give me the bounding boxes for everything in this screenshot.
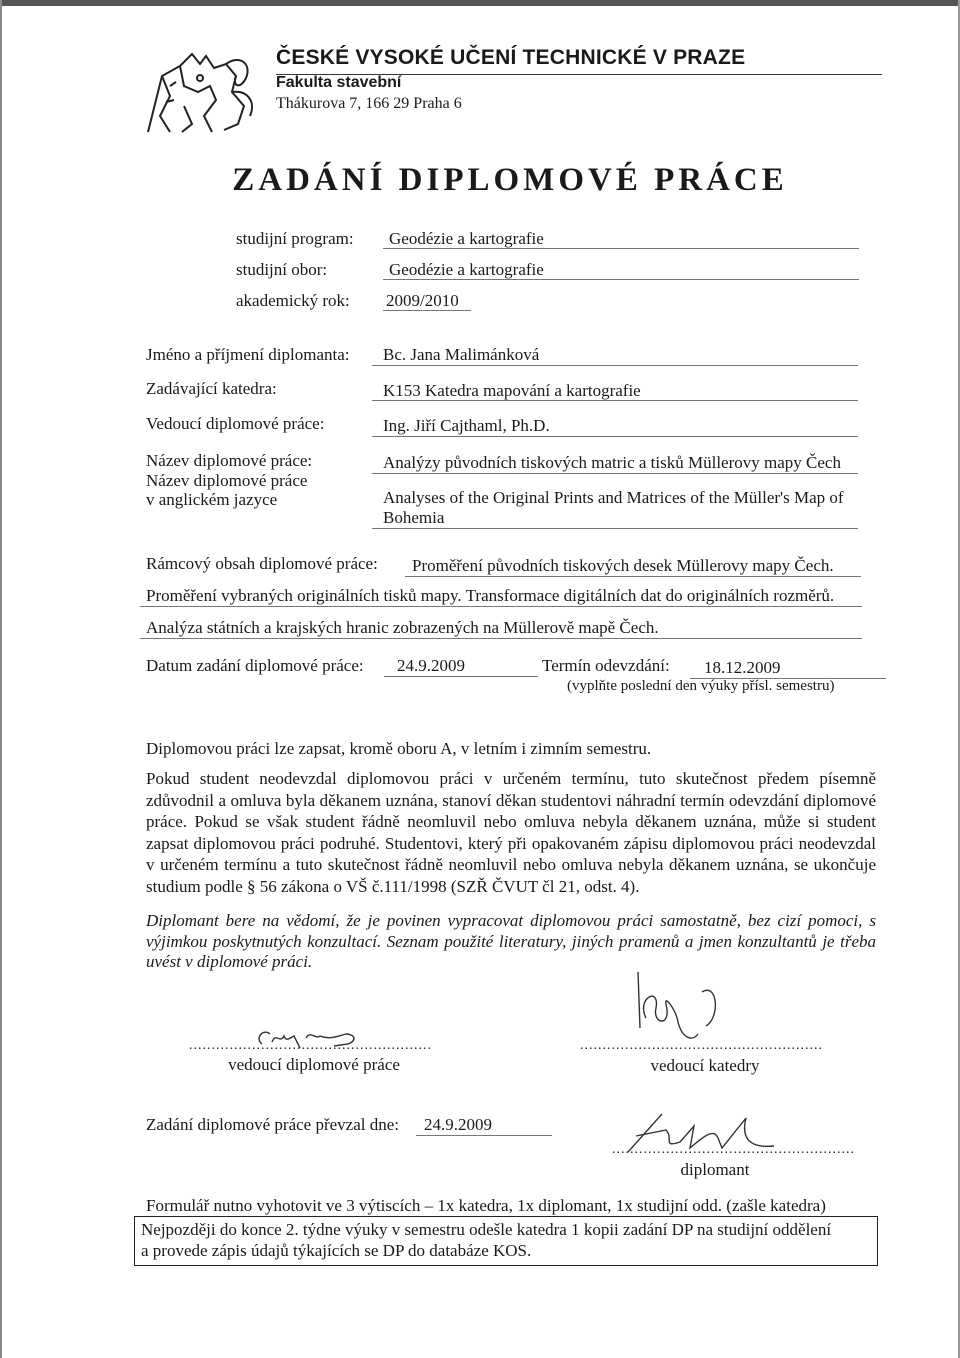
assigned-date-underline xyxy=(384,676,538,677)
university-lion-logo xyxy=(140,46,260,136)
student-signature-caption: diplomant xyxy=(680,1160,750,1179)
thesis-title-underline xyxy=(372,473,858,474)
year-label: akademický rok: xyxy=(236,291,350,310)
scope-underline-2 xyxy=(140,606,862,607)
department-value: K153 Katedra mapování a kartografie xyxy=(383,381,641,400)
deadline-value: 18.12.2009 xyxy=(704,658,781,677)
deadline-label: Termín odevzdání: xyxy=(542,656,670,675)
year-value: 2009/2010 xyxy=(386,291,459,310)
supervisor-signature-caption: vedoucí diplomové práce xyxy=(228,1055,400,1074)
notice-box-line-1: Nejpozději do konce 2. týdne výuky v semestru odešle katedra 1 kopii zadání DP na studijní oddělení xyxy=(141,1220,832,1239)
thesis-title-en-label-1: Název diplomové práce xyxy=(146,471,308,490)
scope-underline-3 xyxy=(140,638,862,639)
thesis-title-en-underline xyxy=(372,528,858,529)
year-underline xyxy=(383,310,471,311)
student-label: Jméno a příjmení diplomanta: xyxy=(146,345,350,364)
program-label: studijní program: xyxy=(236,229,354,248)
thesis-title-en-label-2: v anglickém jazyce xyxy=(146,490,278,509)
supervisor-label: Vedoucí diplomové práce: xyxy=(146,414,325,433)
student-underline xyxy=(372,365,858,366)
student-value: Bc. Jana Malimánková xyxy=(383,345,540,364)
department-underline xyxy=(372,400,858,401)
program-underline xyxy=(383,248,859,249)
received-label: Zadání diplomové práce převzal dne: xyxy=(146,1115,399,1134)
supervisor-signature-line: ...................................................... xyxy=(189,1038,432,1053)
scan-edge-left xyxy=(0,0,2,1358)
field-value: Geodézie a kartografie xyxy=(389,260,544,279)
notice-box-line-2: a provede zápis údajů týkajících se DP do databáze KOS. xyxy=(141,1241,532,1260)
thesis-title-value: Analýzy původních tiskových matric a tisků Müllerovy mapy Čech xyxy=(383,453,841,472)
thesis-title-en-value-2: Bohemia xyxy=(383,508,445,527)
form-copies-note: Formulář nutno vyhotovit ve 3 výtiscích – 1x katedra, 1x diplomant, 1x studijní odd. (zašle katedra) xyxy=(146,1196,826,1215)
field-underline xyxy=(383,279,859,280)
scan-edge-top xyxy=(0,0,960,6)
deadline-note: (vyplňte poslední den výuky přísl. semestru) xyxy=(567,678,835,694)
document-title: ZADÁNÍ DIPLOMOVÉ PRÁCE xyxy=(232,162,788,198)
rules-paragraph-2: Pokud student neodevzdal diplomovou práci v určeném termínu, tuto skutečnost předem písemně zdůvodnil a omluva byla děkanem uznána, stanoví děkan studentovi náhradní termín odevzdání diplomové práce. Pokud se však student řádně neomluvil nebo omluva nebyla děkanem uznána, může si student zapsat diplomovou práci podruhé. Studentovi, který při opakovaném zápisu diplomovou práci neodevzdal v určeném termínu a tuto skutečnost řádně neomluvil nebo omluva nebyla děkanem uznána, se ukončuje studium podle § 56 zákona o VŠ č.111/1998 (SZŘ ČVUT čl 21, odst. 4). xyxy=(146,769,876,896)
rules-paragraph-3: Diplomant bere na vědomí, že je povinen vypracovat diplomovou práci samostatně, bez cizí pomoci, s výjimkou poskytnutých konzultací. Seznam použité literatury, jiných pramenů a jmen konzultantů je třeba uvést v diplomové práci. xyxy=(146,911,876,971)
department-label: Zadávající katedra: xyxy=(146,379,277,398)
received-underline xyxy=(416,1135,552,1136)
thesis-title-en-value-1: Analyses of the Original Prints and Matrices of the Müller's Map of xyxy=(383,488,844,507)
university-name: ČESKÉ VYSOKÉ UČENÍ TECHNICKÉ V PRAZE xyxy=(276,46,746,69)
assigned-date-label: Datum zadání diplomové práce: xyxy=(146,656,364,675)
scope-line-2: Proměření vybraných originálních tisků mapy. Transformace digitálních dat do originálních rozměrů. xyxy=(146,586,835,605)
scope-label: Rámcový obsah diplomové práce: xyxy=(146,554,378,573)
rules-paragraph-1: Diplomovou práci lze zapsat, kromě oboru A, v letním i zimním semestru. xyxy=(146,739,652,758)
thesis-title-label: Název diplomové práce: xyxy=(146,451,313,470)
supervisor-underline xyxy=(372,436,858,437)
program-value: Geodézie a kartografie xyxy=(389,229,544,248)
student-signature-line: ...................................................... xyxy=(612,1142,855,1157)
faculty-address: Thákurova 7, 166 29 Praha 6 xyxy=(276,95,462,112)
scope-line-1: Proměření původních tiskových desek Müllerovy mapy Čech. xyxy=(412,556,834,575)
department-head-signature-caption: vedoucí katedry xyxy=(650,1056,760,1075)
faculty-name: Fakulta stavební xyxy=(276,74,402,91)
department-head-signature-line: ...................................................... xyxy=(580,1038,823,1053)
received-value: 24.9.2009 xyxy=(424,1115,492,1134)
scope-line-3: Analýza státních a krajských hranic zobrazených na Müllerově mapě Čech. xyxy=(146,618,659,637)
field-label: studijní obor: xyxy=(236,260,328,279)
assigned-date-value: 24.9.2009 xyxy=(397,656,465,675)
supervisor-value: Ing. Jiří Cajthaml, Ph.D. xyxy=(383,416,550,435)
scope-underline-1 xyxy=(405,576,861,577)
